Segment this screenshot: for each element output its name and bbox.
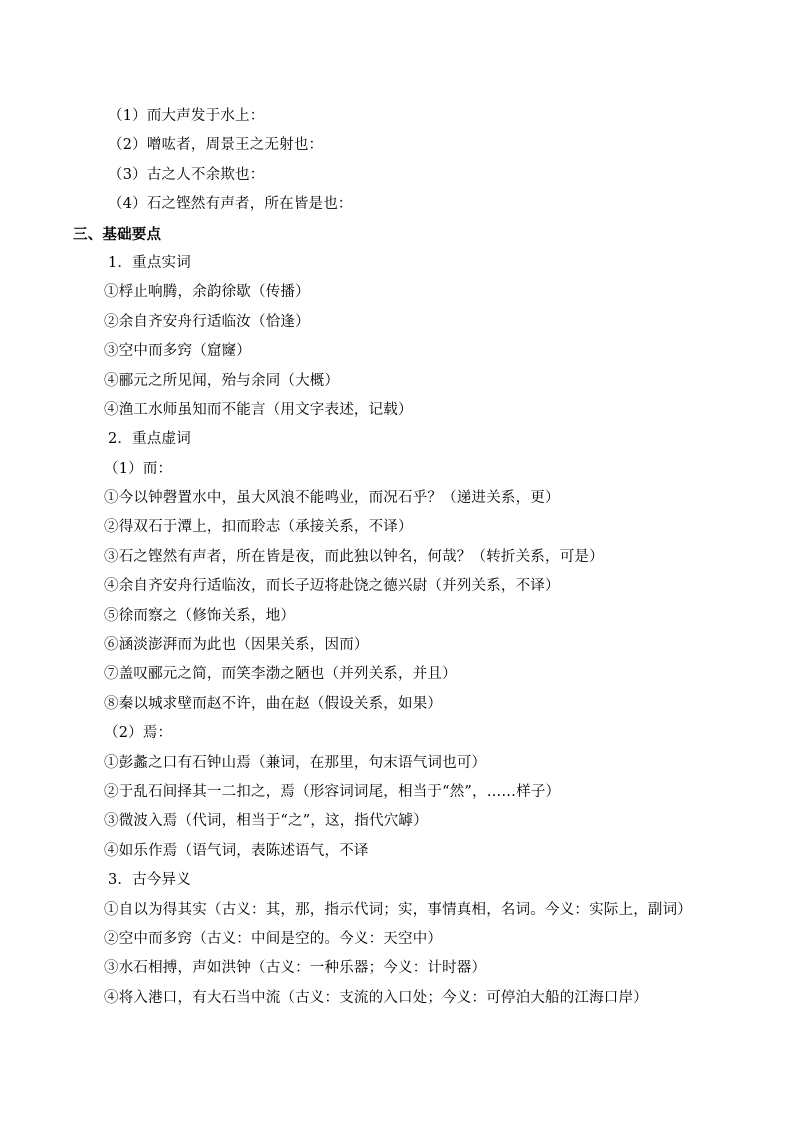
text-line: （3）古之人不余欺也： (108, 166, 265, 183)
text-line: ④余自齐安舟行适临汝，而长子迈将赴饶之德兴尉（并列关系，不译） (104, 578, 560, 595)
document-body (0, 102, 794, 1013)
text-line: ⑧秦以城求壁而赵不许，曲在赵（假设关系，如果） (104, 695, 443, 712)
text-line: ④渔工水师虽知而不能言（用文字表述，记载） (104, 401, 413, 418)
text-line: 2．重点虚词 (108, 431, 191, 448)
text-line: ①自以为得其实（古义：其，那，指示代词；实，事情真相，名词。今义：实际上，副词） (104, 901, 692, 918)
text-line: ②于乱石间择其一二扣之，焉（形容词词尾，相当于“然”，……样子） (104, 783, 561, 800)
text-line: ⑤徐而察之（修饰关系，地） (104, 607, 296, 624)
text-line: 1．重点实词 (108, 254, 191, 271)
text-line: ④郦元之所见闻，殆与余同（大概） (104, 372, 340, 389)
text-line: （2）噌吰者，周景王之无射也： (108, 137, 324, 154)
text-line: ③微波入焉（代词，相当于“之”，这，指代穴罅） (104, 813, 428, 830)
text-line: （2）焉： (104, 725, 173, 742)
text-line: ①彭蠡之口有石钟山焉（兼词，在那里，句末语气词也可） (104, 754, 487, 771)
text-line: ③石之铿然有声者，所在皆是夜，而此独以钟名，何哉？（转折关系，可是） (104, 548, 604, 565)
section-heading: 三、基础要点 (73, 225, 162, 243)
text-line: （1）而： (104, 460, 173, 477)
text-line: （4）石之铿然有声者，所在皆是也： (108, 196, 353, 213)
text-line: ④将入港口，有大石当中流（古义：支流的入口处；今义：可停泊大船的江海口岸） (104, 989, 648, 1006)
text-line: ②得双石于潭上，扣而聆志（承接关系，不译） (104, 519, 413, 536)
text-line: ⑦盖叹郦元之简，而笑李渤之陋也（并列关系，并且） (104, 666, 457, 683)
text-line: ①今以钟磬置水中，虽大风浪不能鸣业，而况石乎？（递进关系，更） (104, 490, 560, 507)
text-line: ④如乐作焉（语气词，表陈述语气，不译 (104, 842, 369, 859)
text-line: ②余自齐安舟行适临汝（恰逢） (104, 313, 310, 330)
text-line: ③空中而多窍（窟窿） (104, 343, 251, 360)
text-line: ①桴止响腾，余韵徐歇（传播） (104, 284, 310, 301)
text-line: ⑥涵淡澎湃而为此也（因果关系，因而） (104, 637, 369, 654)
text-line: 3．古今异义 (108, 872, 191, 889)
text-line: ②空中而多窍（古义：中间是空的。今义：天空中） (104, 930, 443, 947)
text-line: ③水石相搏，声如洪钟（古义：一种乐器；今义：计时器） (104, 960, 487, 977)
text-line: （1）而大声发于水上： (108, 108, 265, 124)
